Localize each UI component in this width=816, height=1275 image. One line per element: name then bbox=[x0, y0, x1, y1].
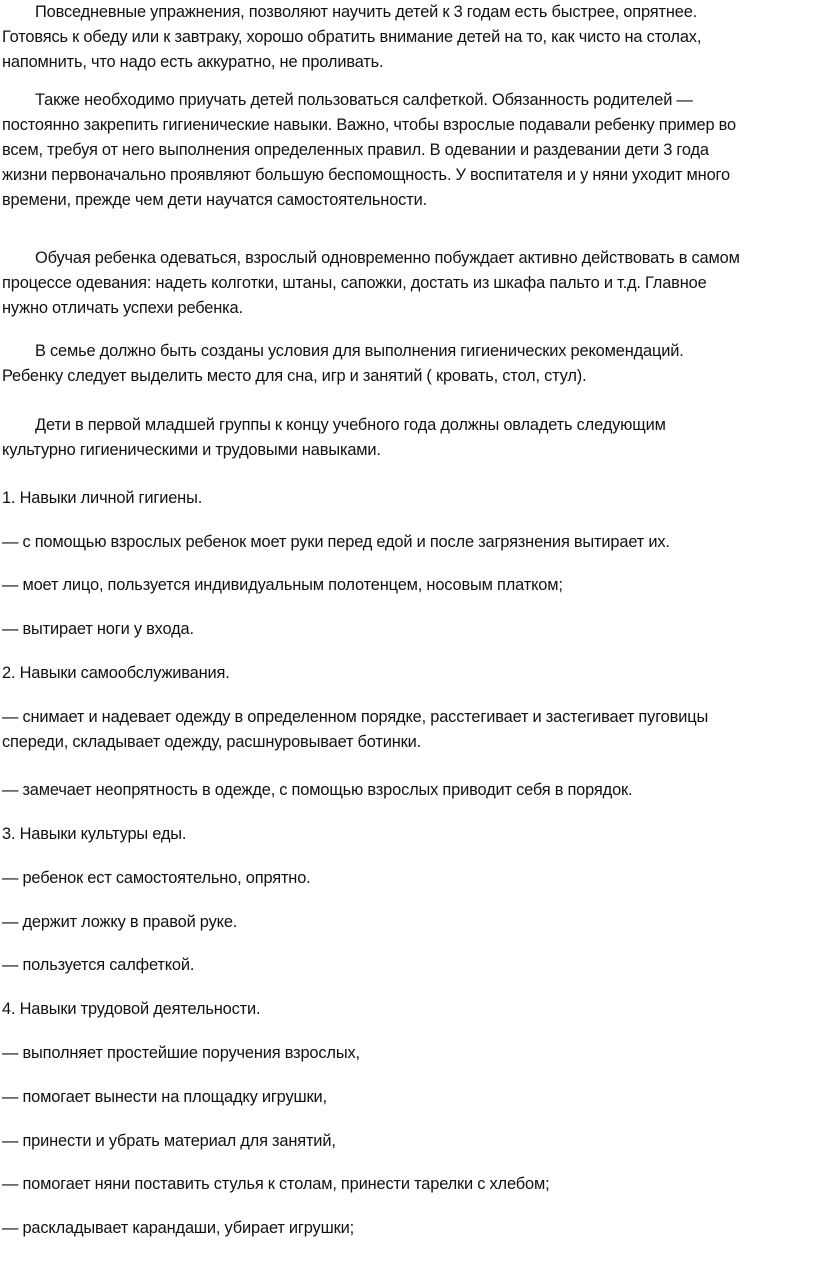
body-paragraph bbox=[2, 0, 701, 75]
list-item bbox=[2, 486, 202, 511]
body-paragraph bbox=[2, 413, 666, 463]
text-line: 1. Навыки личной гигиены. bbox=[2, 489, 203, 507]
list-item bbox=[2, 778, 632, 803]
text-line: Обучая ребенка одеваться, взрослый одновременно побуждает активно действовать в самом bbox=[35, 249, 740, 267]
list-item bbox=[2, 822, 186, 847]
text-line: — вытирает ноги у входа. bbox=[2, 620, 194, 638]
body-paragraph bbox=[2, 88, 736, 213]
text-line: процессе одевания: надеть колготки, штаны, сапожки, достать из шкафа пальто и т.д. Главное bbox=[2, 274, 707, 292]
text-line: — снимает и надевает одежду в определенном порядке, расстегивает и застегивает пуговицы bbox=[2, 708, 709, 726]
text-line: Дети в первой младшей группы к концу учебного года должны овладеть следующим bbox=[35, 416, 666, 434]
body-paragraph bbox=[2, 246, 740, 321]
text-line: Ребенку следует выделить место для сна, игр и занятий ( кровать, стол, стул). bbox=[2, 367, 587, 385]
list-item bbox=[2, 617, 194, 642]
list-item bbox=[2, 1041, 360, 1066]
body-paragraph bbox=[2, 339, 684, 389]
list-item bbox=[2, 1129, 336, 1154]
text-line: 4. Навыки трудовой деятельности. bbox=[2, 1000, 261, 1018]
text-line: 2. Навыки самообслуживания. bbox=[2, 664, 230, 682]
text-line: Также необходимо приучать детей пользоваться салфеткой. Обязанность родителей — bbox=[35, 91, 693, 109]
text-line: — помогает вынести на площадку игрушки, bbox=[2, 1088, 327, 1106]
text-line: — принести и убрать материал для занятий, bbox=[2, 1132, 336, 1150]
list-item bbox=[2, 573, 563, 598]
text-line: В семье должно быть созданы условия для выполнения гигиенических рекомендаций. bbox=[35, 342, 684, 360]
text-line: всем, требуя от него выполнения определенных правил. В одевании и раздевании дети 3 года bbox=[2, 141, 709, 159]
text-line: — помогает няни поставить стулья к столам, принести тарелки с хлебом; bbox=[2, 1175, 550, 1193]
text-line: — с помощью взрослых ребенок моет руки перед едой и после загрязнения вытирает их. bbox=[2, 533, 670, 551]
list-item bbox=[2, 661, 230, 686]
text-line: — держит ложку в правой руке. bbox=[2, 913, 238, 931]
text-line: спереди, складывает одежду, расшнуровывает ботинки. bbox=[2, 733, 422, 751]
text-line: — выполняет простейшие поручения взрослых, bbox=[2, 1044, 360, 1062]
text-line: — ребенок ест самостоятельно, опрятно. bbox=[2, 869, 311, 887]
text-line: напомнить, что надо есть аккуратно, не проливать. bbox=[2, 53, 384, 71]
text-line: — раскладывает карандаши, убирает игрушки; bbox=[2, 1219, 355, 1237]
list-item bbox=[2, 1172, 549, 1197]
text-line: постоянно закрепить гигиенические навыки. Важно, чтобы взрослые подавали ребенку пример во bbox=[2, 116, 737, 134]
text-line: времени, прежде чем дети научатся самостоятельности. bbox=[2, 191, 427, 209]
list-item bbox=[2, 1085, 327, 1110]
text-line: Готовясь к обеду или к завтраку, хорошо обратить внимание детей на то, как чисто на столах, bbox=[2, 28, 702, 46]
text-line: Повседневные упражнения, позволяют научить детей к 3 годам есть быстрее, опрятнее. bbox=[35, 3, 698, 21]
list-item bbox=[2, 953, 194, 978]
list-item bbox=[2, 530, 670, 555]
text-line: культурно гигиеническими и трудовыми навыками. bbox=[2, 441, 381, 459]
list-item bbox=[2, 997, 260, 1022]
text-line: 3. Навыки культуры еды. bbox=[2, 825, 187, 843]
list-item bbox=[2, 910, 237, 935]
text-line: жизни первоначально проявляют большую беспомощность. У воспитателя и у няни уходит много bbox=[2, 166, 730, 184]
text-line: нужно отличать успехи ребенка. bbox=[2, 299, 243, 317]
text-line: — замечает неопрятность в одежде, с помощью взрослых приводит себя в порядок. bbox=[2, 781, 633, 799]
list-item bbox=[2, 1216, 354, 1241]
text-line: — моет лицо, пользуется индивидуальным полотенцем, носовым платком; bbox=[2, 576, 563, 594]
list-item bbox=[2, 705, 708, 755]
list-item bbox=[2, 866, 311, 891]
text-line: — пользуется салфеткой. bbox=[2, 956, 195, 974]
